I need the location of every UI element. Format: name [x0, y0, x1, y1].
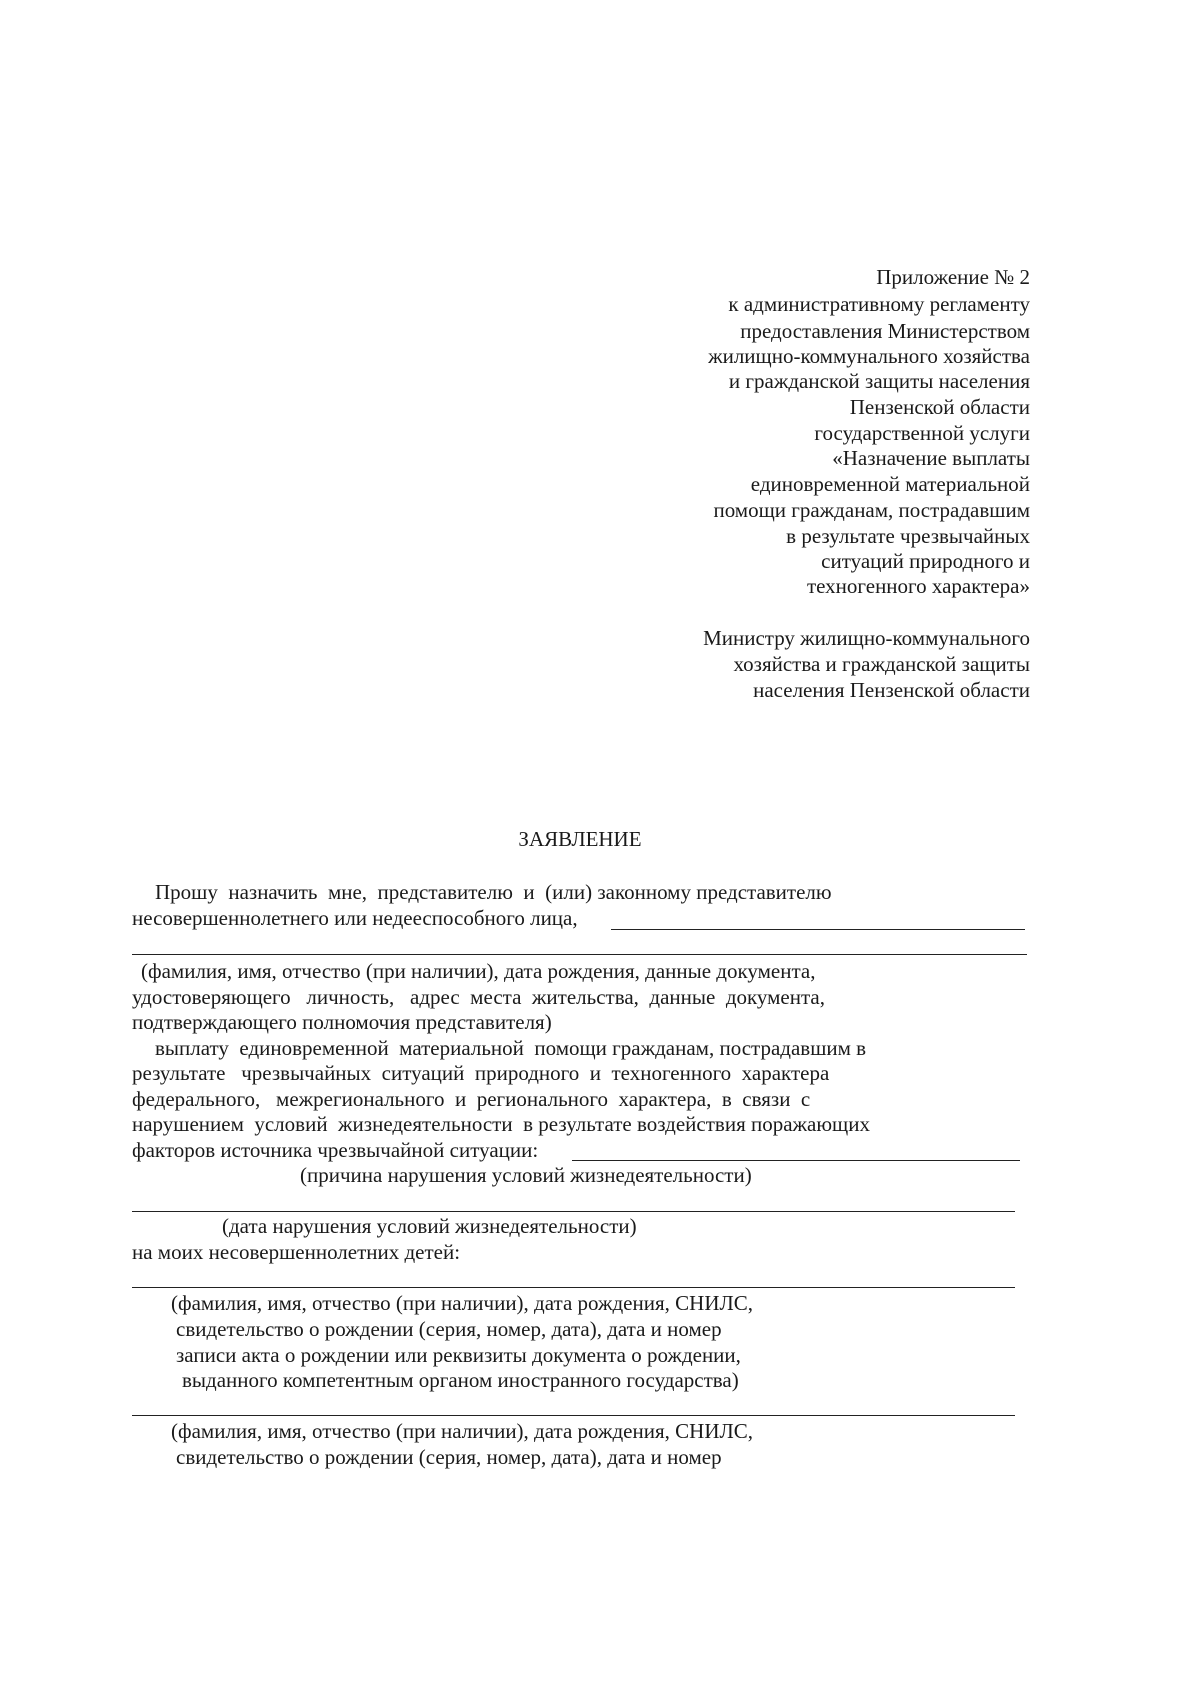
field-hint: (фамилия, имя, отчество (при наличии), дата рождения, данные документа,	[141, 959, 816, 983]
field-hint: записи акта о рождении или реквизиты документа о рождении,	[176, 1343, 741, 1367]
field-hint: удостоверяющего личность, адрес места жительства, данные документа,	[132, 985, 825, 1009]
request-text: факторов источника чрезвычайной ситуации:	[132, 1138, 539, 1162]
field-hint: (дата нарушения условий жизнедеятельности)	[222, 1214, 637, 1238]
reason-field-line[interactable]	[572, 1160, 1020, 1161]
child-1-field-line[interactable]	[132, 1287, 1015, 1288]
request-text: результате чрезвычайных ситуаций природного и техногенного характера	[132, 1061, 830, 1085]
representative-data-line[interactable]	[132, 954, 1027, 955]
appendix-line: к административному регламенту	[728, 292, 1030, 316]
addressee-line: населения Пензенской области	[753, 678, 1030, 702]
appendix-line: государственной услуги	[814, 421, 1030, 445]
request-text: выплату единовременной материальной помощи гражданам, пострадавшим в	[155, 1036, 867, 1060]
appendix-line: в результате чрезвычайных	[786, 524, 1030, 548]
appendix-line: помощи гражданам, пострадавшим	[713, 498, 1030, 522]
field-hint: (фамилия, имя, отчество (при наличии), дата рождения, СНИЛС,	[171, 1419, 753, 1443]
appendix-line: ситуаций природного и	[821, 549, 1030, 573]
addressee-line: хозяйства и гражданской защиты	[733, 652, 1030, 676]
appendix-line: Приложение № 2	[876, 265, 1030, 289]
request-text: несовершеннолетнего или недееспособного лица,	[132, 906, 578, 930]
representative-name-line[interactable]	[611, 929, 1025, 930]
addressee-line: Министру жилищно-коммунального	[703, 626, 1030, 650]
appendix-line: Пензенской области	[849, 395, 1030, 419]
field-hint: свидетельство о рождении (серия, номер, дата), дата и номер	[176, 1317, 722, 1341]
request-text: нарушением условий жизнедеятельности в результате воздействия поражающих	[132, 1112, 870, 1136]
appendix-line: единовременной материальной	[750, 472, 1030, 496]
request-text: на моих несовершеннолетних детей:	[132, 1240, 461, 1264]
appendix-line: «Назначение выплаты	[832, 446, 1030, 470]
appendix-line: предоставления Министерством	[740, 319, 1030, 343]
document-title: ЗАЯВЛЕНИЕ	[518, 827, 642, 851]
request-text: Прошу назначить мне, представителю и (или) законному представителю	[155, 880, 832, 904]
field-hint: подтверждающего полномочия представителя)	[132, 1010, 552, 1034]
field-hint: выданного компетентным органом иностранного государства)	[182, 1368, 739, 1392]
appendix-line: техногенного характера»	[806, 574, 1030, 598]
field-hint: (причина нарушения условий жизнедеятельности)	[300, 1163, 752, 1187]
date-field-line[interactable]	[132, 1211, 1015, 1212]
child-2-field-line[interactable]	[132, 1415, 1015, 1416]
appendix-line: жилищно-коммунального хозяйства	[708, 344, 1030, 368]
field-hint: (фамилия, имя, отчество (при наличии), дата рождения, СНИЛС,	[171, 1291, 753, 1315]
field-hint: свидетельство о рождении (серия, номер, дата), дата и номер	[176, 1445, 722, 1469]
appendix-line: и гражданской защиты населения	[728, 369, 1030, 393]
request-text: федерального, межрегионального и регионального характера, в связи с	[132, 1087, 811, 1111]
